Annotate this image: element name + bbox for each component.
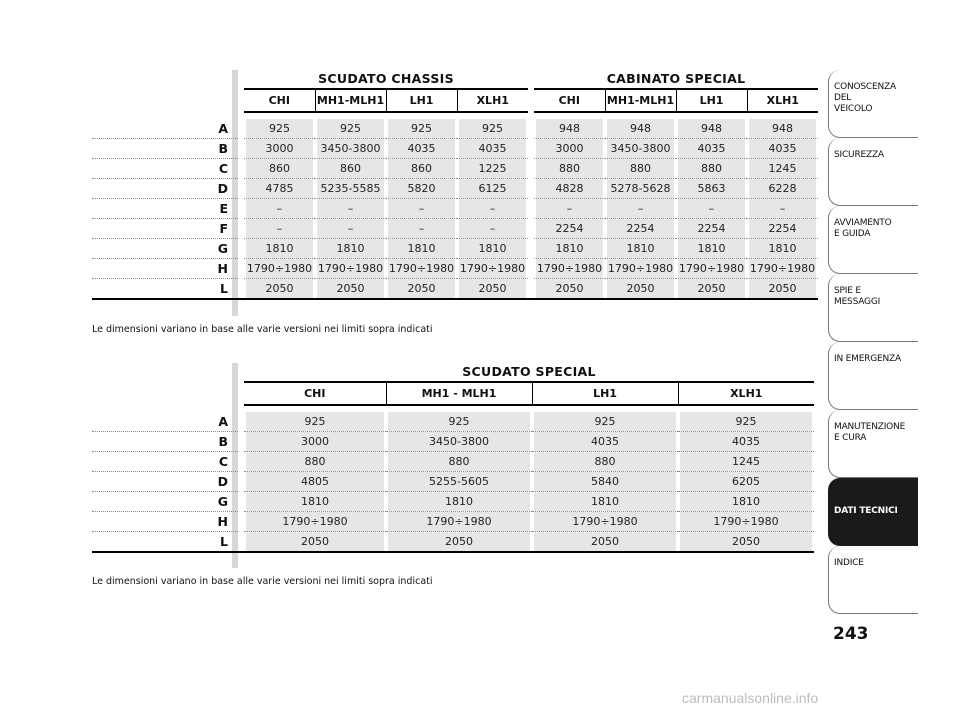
group-header: SCUDATO CHASSIS — [244, 68, 528, 89]
table-cell: – — [246, 199, 313, 218]
table-cell: 4035 — [388, 139, 455, 158]
table-cell: 6205 — [680, 472, 812, 491]
watermark: carmanualsonline.info — [682, 690, 819, 706]
table-cell: 1810 — [459, 239, 526, 258]
table-row — [92, 199, 818, 219]
table-row — [92, 219, 818, 239]
table-cell: 4035 — [749, 139, 816, 158]
tab-label: IN EMERGENZA — [834, 354, 901, 364]
tab-label: DATI TECNICI — [834, 506, 898, 516]
chapter-tabs — [828, 70, 918, 614]
column-header: LH1 — [532, 382, 678, 405]
column-header: MH1 - MLH1 — [386, 382, 532, 405]
table-cell: 948 — [536, 119, 603, 138]
table-cell: 2254 — [678, 219, 745, 238]
table-cell: 880 — [246, 452, 384, 471]
table-cell: 3450-3800 — [607, 139, 674, 158]
table-cell: 2050 — [534, 532, 676, 551]
tab-label: CONOSCENZA — [834, 82, 896, 92]
table-cell: 1790÷1980 — [388, 512, 530, 531]
table-cell: 4035 — [459, 139, 526, 158]
table-cell: 1810 — [680, 492, 812, 511]
row-label: B — [92, 139, 238, 159]
table-row — [92, 405, 814, 432]
table-cell: 925 — [459, 119, 526, 138]
row-label: A — [92, 405, 238, 432]
table-row — [92, 472, 814, 492]
table-cell: 1790÷1980 — [678, 259, 745, 278]
column-header: CHI — [244, 89, 315, 112]
table-cell: 5255-5605 — [388, 472, 530, 491]
table-cell: 3000 — [246, 139, 313, 158]
table-cell: 1790÷1980 — [680, 512, 812, 531]
table-cell: 880 — [607, 159, 674, 178]
table-cell: 925 — [246, 119, 313, 138]
table-cell: – — [317, 219, 384, 238]
table-row — [92, 279, 818, 300]
table-row — [92, 492, 814, 512]
table-cell: 2050 — [536, 279, 603, 298]
column-header: XLH1 — [678, 382, 814, 405]
table-cell: 2254 — [536, 219, 603, 238]
table-cell: – — [459, 199, 526, 218]
row-label: F — [92, 219, 238, 239]
table-cell: 1810 — [678, 239, 745, 258]
table-cell: 2050 — [388, 279, 455, 298]
table-cell: 4035 — [680, 432, 812, 451]
table-cell: 5235-5585 — [317, 179, 384, 198]
table-cell: 1245 — [680, 452, 812, 471]
table-row — [92, 452, 814, 472]
table-cell: 1790÷1980 — [534, 512, 676, 531]
tab-sicurezza[interactable] — [828, 138, 918, 206]
tab-label: DEL — [834, 93, 852, 103]
tab-label: MESSAGGI — [834, 297, 881, 307]
row-label: L — [92, 279, 238, 300]
table-row — [92, 179, 818, 199]
tab-label: VEICOLO — [834, 104, 873, 114]
column-header: XLH1 — [747, 89, 818, 112]
row-label: H — [92, 512, 238, 532]
table-cell: 880 — [536, 159, 603, 178]
table-cell: 2050 — [246, 532, 384, 551]
row-label: C — [92, 452, 238, 472]
dimensions-table-2 — [92, 361, 814, 553]
table-cell: 1790÷1980 — [246, 512, 384, 531]
column-header: LH1 — [676, 89, 747, 112]
table-cell: 1790÷1980 — [607, 259, 674, 278]
table2-note: Le dimensioni variano in base alle varie versioni nei limiti sopra indicati — [92, 576, 433, 587]
table-cell: 860 — [317, 159, 384, 178]
table-row — [92, 239, 818, 259]
table-cell: 5278-5628 — [607, 179, 674, 198]
row-label: C — [92, 159, 238, 179]
row-label: G — [92, 492, 238, 512]
table-cell: 2050 — [678, 279, 745, 298]
tab-label: MANUTENZIONE — [834, 422, 906, 432]
table-cell: 1810 — [388, 239, 455, 258]
table-cell: 2050 — [459, 279, 526, 298]
table-cell: – — [246, 219, 313, 238]
row-label: A — [92, 112, 238, 139]
tab-avviamento-e-guida[interactable] — [828, 206, 918, 274]
column-header: MH1-MLH1 — [315, 89, 386, 112]
table-cell: 1790÷1980 — [536, 259, 603, 278]
table-row — [92, 159, 818, 179]
row-label: E — [92, 199, 238, 219]
tab-conoscenza-del-veicolo[interactable] — [828, 70, 918, 138]
table-cell: 1790÷1980 — [246, 259, 313, 278]
group-header: CABINATO SPECIAL — [534, 68, 818, 89]
table-cell: 3000 — [246, 432, 384, 451]
table-cell: 948 — [678, 119, 745, 138]
table-cell: 2050 — [246, 279, 313, 298]
tab-indice[interactable] — [828, 546, 918, 614]
table-cell: 4035 — [534, 432, 676, 451]
tab-label: SICUREZZA — [834, 150, 884, 160]
column-header: MH1-MLH1 — [605, 89, 676, 112]
tab-label: SPIE E — [834, 286, 861, 296]
table-cell: 880 — [678, 159, 745, 178]
table-cell: 4828 — [536, 179, 603, 198]
table-row — [92, 512, 814, 532]
row-label: L — [92, 532, 238, 553]
table-cell: 948 — [749, 119, 816, 138]
group-header: SCUDATO SPECIAL — [244, 361, 814, 382]
table-cell: 925 — [317, 119, 384, 138]
table-cell: 3450-3800 — [317, 139, 384, 158]
column-header: CHI — [244, 382, 386, 405]
table-cell: 5820 — [388, 179, 455, 198]
table-cell: 925 — [534, 412, 676, 431]
table-cell: – — [607, 199, 674, 218]
table-cell: 1790÷1980 — [317, 259, 384, 278]
table-cell: 1790÷1980 — [388, 259, 455, 278]
table-row — [92, 139, 818, 159]
table-cell: 3000 — [536, 139, 603, 158]
table-row — [92, 432, 814, 452]
table-row — [92, 112, 818, 139]
column-header: CHI — [534, 89, 605, 112]
tab-label: E GUIDA — [834, 229, 871, 239]
table1-note: Le dimensioni variano in base alle varie versioni nei limiti sopra indicati — [92, 324, 433, 335]
table-row — [92, 259, 818, 279]
table-cell: 4805 — [246, 472, 384, 491]
table-cell: 1810 — [749, 239, 816, 258]
table-cell: 1810 — [388, 492, 530, 511]
column-header: XLH1 — [457, 89, 528, 112]
table-cell: 4785 — [246, 179, 313, 198]
table-cell: 1810 — [317, 239, 384, 258]
tab-spie-e-messaggi[interactable] — [828, 274, 918, 342]
table-cell: – — [678, 199, 745, 218]
table-cell: 2254 — [749, 219, 816, 238]
table-cell: 6125 — [459, 179, 526, 198]
row-label: G — [92, 239, 238, 259]
table-cell: – — [749, 199, 816, 218]
table-cell: 1225 — [459, 159, 526, 178]
table-cell: 1810 — [536, 239, 603, 258]
table-cell: 1790÷1980 — [749, 259, 816, 278]
table-cell: 925 — [388, 412, 530, 431]
table-cell: 2050 — [317, 279, 384, 298]
table-cell: – — [388, 199, 455, 218]
table-cell: 6228 — [749, 179, 816, 198]
table-cell: 948 — [607, 119, 674, 138]
row-label: B — [92, 432, 238, 452]
tab-label: AVVIAMENTO — [834, 218, 892, 228]
table-cell: 880 — [388, 452, 530, 471]
table-cell: 3450-3800 — [388, 432, 530, 451]
table-cell: – — [388, 219, 455, 238]
table-cell: 1810 — [246, 492, 384, 511]
row-label: D — [92, 179, 238, 199]
table-cell: 925 — [680, 412, 812, 431]
page-number: 243 — [833, 624, 869, 644]
column-header: LH1 — [386, 89, 457, 112]
table-cell: 2050 — [607, 279, 674, 298]
tab-label: E CURA — [834, 433, 867, 443]
table-cell: 1810 — [534, 492, 676, 511]
table-cell: 1245 — [749, 159, 816, 178]
table-cell: 4035 — [678, 139, 745, 158]
tab-manutenzione-e-cura[interactable] — [828, 410, 918, 478]
table-cell: – — [536, 199, 603, 218]
table-cell: 2254 — [607, 219, 674, 238]
table-cell: 925 — [246, 412, 384, 431]
table-cell: 1810 — [246, 239, 313, 258]
tab-dati-tecnici[interactable] — [828, 478, 918, 546]
table-cell: 2050 — [388, 532, 530, 551]
row-label: H — [92, 259, 238, 279]
table-cell: 5863 — [678, 179, 745, 198]
table-cell: – — [317, 199, 384, 218]
table-cell: – — [459, 219, 526, 238]
tab-label: INDICE — [834, 558, 864, 568]
dimensions-table-1 — [92, 68, 818, 300]
table-cell: 5840 — [534, 472, 676, 491]
table-cell: 2050 — [680, 532, 812, 551]
table-row — [92, 532, 814, 553]
table-cell: 925 — [388, 119, 455, 138]
table-cell: 860 — [388, 159, 455, 178]
table-cell: 1810 — [607, 239, 674, 258]
table-cell: 860 — [246, 159, 313, 178]
row-label: D — [92, 472, 238, 492]
tab-in-emergenza[interactable] — [828, 342, 918, 410]
table-cell: 1790÷1980 — [459, 259, 526, 278]
table-cell: 880 — [534, 452, 676, 471]
table-cell: 2050 — [749, 279, 816, 298]
